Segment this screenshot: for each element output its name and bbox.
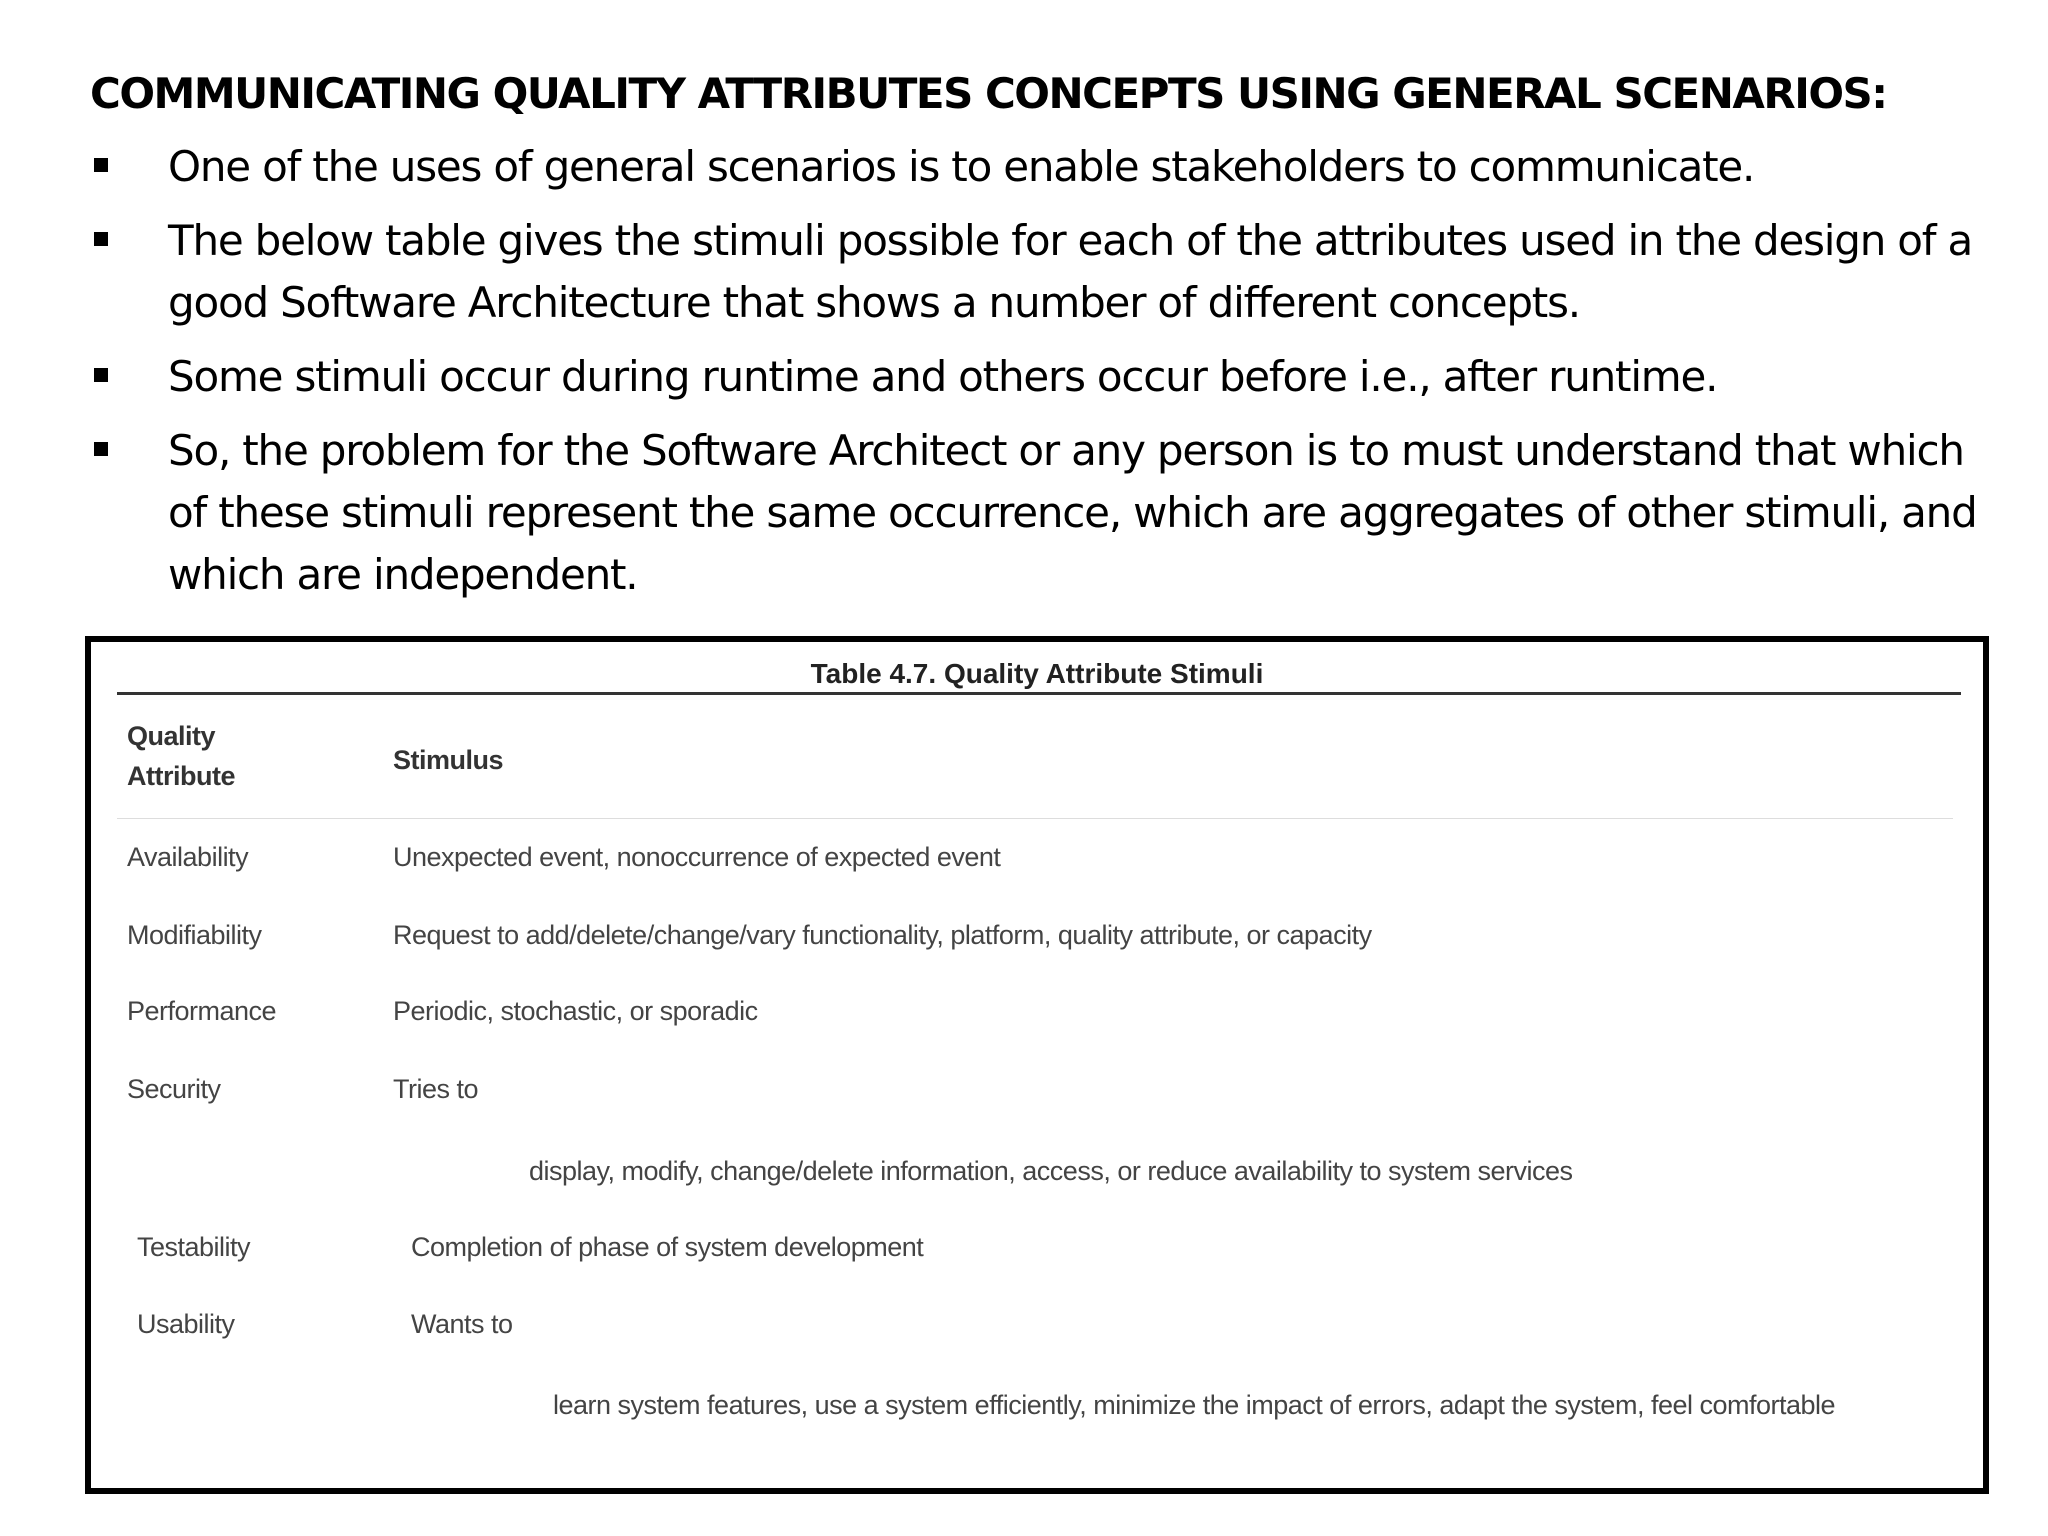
square-bullet-icon [94,232,108,246]
row-stimulus-availability: Unexpected event, nonoccurrence of expected event [393,842,1001,872]
row-stimulus-security: Tries to [393,1074,479,1104]
header-stimulus: Stimulus [393,745,504,775]
bullet-text: Some stimuli occur during runtime and others occur before i.e., after runtime. [168,352,1718,401]
bullet-text: The below table gives the stimuli possible for each of the attributes used in the design of a good Software Architecture that shows a number of different concepts. [168,216,1973,327]
header-quality-attribute: Quality Attribute [127,721,235,791]
row-attribute-usability: Usability [137,1309,235,1339]
row-attribute-performance: Performance [127,996,277,1026]
row-stimulus-testability: Completion of phase of system development [411,1232,924,1262]
quality-attribute-stimuli-table [85,636,1989,1494]
square-bullet-icon [94,442,108,456]
bullet-text: One of the uses of general scenarios is to enable stakeholders to communicate. [168,142,1755,191]
bullet-item [90,420,1990,606]
header-rule [117,818,1953,819]
row-stimulus-performance: Periodic, stochastic, or sporadic [393,996,758,1026]
row-attribute-modifiability: Modifiability [127,920,262,950]
square-bullet-icon [94,368,108,382]
table-caption: Table 4.7. Quality Attribute Stimuli [810,658,1264,689]
bullet-item [90,346,1990,408]
row-attribute-testability: Testability [137,1232,251,1262]
row-stimulus-usability-continuation: learn system features, use a system efficiently, minimize the impact of errors, adapt the system, feel comfortable [553,1390,1836,1420]
square-bullet-icon [94,158,108,172]
slide-title: COMMUNICATING QUALITY ATTRIBUTES CONCEPTS USING GENERAL SCENARIOS: [90,69,1887,118]
bullet-text: So, the problem for the Software Architect or any person is to must understand that which of these stimuli represent the same occurrence, which are aggregates of other stimuli, and which are independent. [168,426,1977,599]
row-stimulus-usability: Wants to [411,1309,513,1339]
row-attribute-security: Security [127,1074,221,1104]
row-stimulus-security-continuation: display, modify, change/delete information, access, or reduce availability to system services [529,1156,1573,1186]
row-stimulus-modifiability: Request to add/delete/change/vary functionality, platform, quality attribute, or capacity [393,920,1372,950]
bullet-item [90,136,1990,198]
bullet-item [90,210,1990,334]
caption-rule [117,692,1961,695]
row-attribute-availability: Availability [127,842,249,872]
bullet-list [90,136,1990,618]
